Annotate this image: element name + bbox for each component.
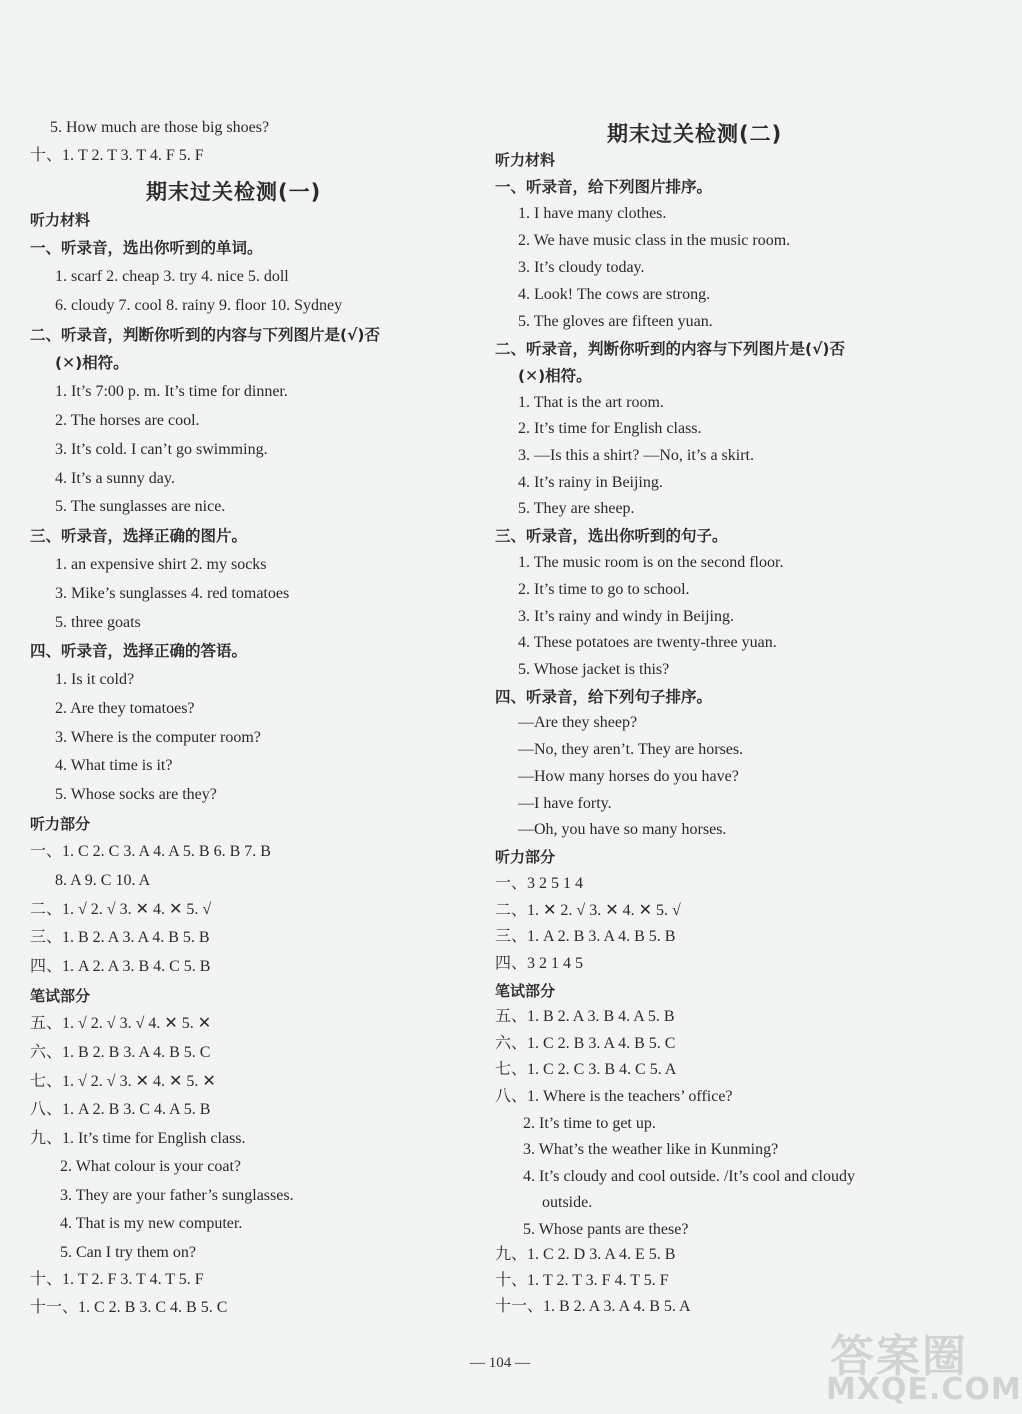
- right-line: 5. Whose jacket is this?: [518, 661, 670, 678]
- left-line: 5. The sunglasses are nice.: [55, 498, 226, 515]
- right-line: 听力材料: [495, 151, 556, 169]
- right-line: 六、1. C 2. B 3. A 4. B 5. C: [495, 1035, 676, 1052]
- right-line: —How many horses do you have?: [518, 768, 739, 785]
- right-line: 3. It’s cloudy today.: [518, 259, 645, 276]
- right-line: 4. Look! The cows are strong.: [518, 286, 711, 303]
- right-line: 5. The gloves are fifteen yuan.: [518, 313, 713, 330]
- left-line: (✕)相符。: [55, 354, 129, 372]
- right-line: —No, they aren’t. They are horses.: [518, 741, 744, 758]
- right-line: 七、1. C 2. C 3. B 4. C 5. A: [495, 1061, 677, 1078]
- left-line: 十、1. T 2. F 3. T 4. T 5. F: [30, 1271, 204, 1288]
- left-line: 三、听录音，选择正确的图片。: [30, 527, 248, 545]
- right-line: 1. The music room is on the second floor.: [518, 554, 784, 571]
- left-line: 2. The horses are cool.: [55, 412, 200, 429]
- right-line: 四、3 2 1 4 5: [495, 955, 584, 972]
- left-line: 4. It’s a sunny day.: [55, 470, 175, 487]
- left-line: 3. They are your father’s sunglasses.: [60, 1187, 294, 1204]
- watermark-logo: [820, 1320, 1022, 1410]
- left-line: 十一、1. C 2. B 3. C 4. B 5. C: [30, 1299, 228, 1316]
- left-line: 8. A 9. C 10. A: [55, 872, 151, 889]
- watermark-zh: 答案圈: [830, 1331, 968, 1382]
- right-line: 1. That is the art room.: [518, 394, 664, 411]
- right-line: 三、1. A 2. B 3. A 4. B 5. B: [495, 928, 676, 945]
- left-line: 6. cloudy 7. cool 8. rainy 9. floor 10. Sydney: [55, 297, 343, 314]
- right-line: 3. It’s rainy and windy in Beijing.: [518, 608, 734, 625]
- left-line: 六、1. B 2. B 3. A 4. B 5. C: [30, 1044, 211, 1061]
- right-line: 一、听录音，给下列图片排序。: [495, 178, 713, 196]
- left-line: 2. What colour is your coat?: [60, 1158, 241, 1175]
- right-line: 2. It’s time for English class.: [518, 420, 702, 437]
- page-number: — 104 —: [470, 1355, 530, 1371]
- left-line: 5. three goats: [55, 614, 141, 631]
- right-line: 3. —Is this a shirt? —No, it’s a skirt.: [518, 447, 754, 464]
- left-line: 5. Whose socks are they?: [55, 786, 217, 803]
- right-line: 5. They are sheep.: [518, 500, 635, 517]
- right-line: 2. It’s time to go to school.: [518, 581, 690, 598]
- right-line: 十、1. T 2. T 3. F 4. T 5. F: [495, 1272, 669, 1289]
- right-line: 二、听录音，判断你听到的内容与下列图片是(√)否: [495, 340, 846, 358]
- left-line: 听力材料: [30, 211, 91, 229]
- right-line: 五、1. B 2. A 3. B 4. A 5. B: [495, 1008, 675, 1025]
- right-line: 4. These potatoes are twenty-three yuan.: [518, 634, 777, 651]
- right-line: (✕)相符。: [518, 367, 592, 385]
- left-line: 1. Is it cold?: [55, 671, 135, 688]
- left-line: 八、1. A 2. B 3. C 4. A 5. B: [30, 1101, 211, 1118]
- right-line: —Oh, you have so many horses.: [518, 821, 727, 838]
- left-line: 1. an expensive shirt 2. my socks: [55, 556, 267, 573]
- right-line: 四、听录音，给下列句子排序。: [495, 688, 713, 706]
- right-line: 笔试部分: [495, 982, 556, 1000]
- left-line: 九、1. It’s time for English class.: [30, 1130, 246, 1147]
- left-line: 5. Can I try them on?: [60, 1244, 196, 1261]
- right-line: 听力部分: [495, 848, 556, 866]
- section-title-right: 期末过关检测(二): [607, 122, 783, 146]
- left-line: 听力部分: [30, 815, 91, 833]
- left-line: 一、1. C 2. C 3. A 4. A 5. B 6. B 7. B: [30, 843, 271, 860]
- left-line: 二、听录音，判断你听到的内容与下列图片是(√)否: [30, 326, 381, 344]
- right-line: —Are they sheep?: [518, 714, 638, 731]
- left-line: 七、1. √ 2. √ 3. ✕ 4. ✕ 5. ✕: [30, 1073, 216, 1090]
- left-line: 笔试部分: [30, 987, 91, 1005]
- left-line: 二、1. √ 2. √ 3. ✕ 4. ✕ 5. √: [30, 901, 212, 918]
- left-line: 3. Mike’s sunglasses 4. red tomatoes: [55, 585, 290, 602]
- right-line: 八、1. Where is the teachers’ office?: [495, 1088, 733, 1105]
- section-title-left: 期末过关检测(一): [146, 180, 322, 204]
- left-line: 十、1. T 2. T 3. T 4. F 5. F: [30, 147, 204, 164]
- left-line: 2. Are they tomatoes?: [55, 700, 195, 717]
- left-line: 3. Where is the computer room?: [55, 729, 261, 746]
- left-line: 五、1. √ 2. √ 3. √ 4. ✕ 5. ✕: [30, 1015, 212, 1032]
- left-line: 1. It’s 7:00 p. m. It’s time for dinner.: [55, 383, 288, 400]
- right-line: 二、1. ✕ 2. √ 3. ✕ 4. ✕ 5. √: [495, 902, 681, 919]
- left-line: 四、听录音，选择正确的答语。: [30, 642, 248, 660]
- right-line: 三、听录音，选出你听到的句子。: [495, 527, 728, 545]
- right-line: 4. It’s rainy in Beijing.: [518, 474, 663, 491]
- left-line: 4. That is my new computer.: [60, 1215, 243, 1232]
- right-line: 1. I have many clothes.: [518, 205, 667, 222]
- right-line: 一、3 2 5 1 4: [495, 875, 584, 892]
- left-line: 5. How much are those big shoes?: [50, 119, 270, 136]
- right-line: outside.: [542, 1194, 593, 1211]
- right-line: —I have forty.: [518, 795, 612, 812]
- left-line: 一、听录音，选出你听到的单词。: [30, 239, 263, 257]
- right-line: 5. Whose pants are these?: [523, 1221, 689, 1238]
- watermark-en: MXQE.COM: [826, 1372, 1022, 1407]
- left-line: 三、1. B 2. A 3. A 4. B 5. B: [30, 929, 210, 946]
- right-line: 3. What’s the weather like in Kunming?: [523, 1141, 779, 1158]
- right-line: 4. It’s cloudy and cool outside. /It’s cool and cloudy: [523, 1168, 855, 1185]
- right-line: 九、1. C 2. D 3. A 4. E 5. B: [495, 1246, 676, 1263]
- left-line: 四、1. A 2. A 3. B 4. C 5. B: [30, 958, 211, 975]
- right-line: 十一、1. B 2. A 3. A 4. B 5. A: [495, 1298, 691, 1315]
- right-line: 2. We have music class in the music room.: [518, 232, 791, 249]
- left-line: 1. scarf 2. cheap 3. try 4. nice 5. doll: [55, 268, 289, 285]
- left-line: 4. What time is it?: [55, 757, 173, 774]
- left-line: 3. It’s cold. I can’t go swimming.: [55, 441, 268, 458]
- right-line: 2. It’s time to get up.: [523, 1115, 656, 1132]
